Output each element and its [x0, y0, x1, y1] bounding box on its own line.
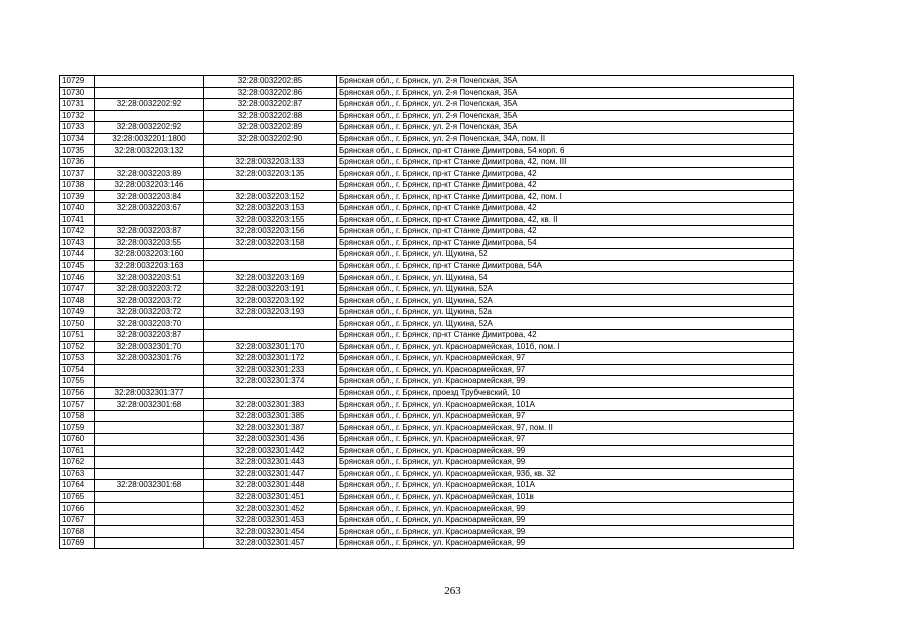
row-number-cell: 10753 — [60, 353, 95, 365]
row-number-cell: 10756 — [60, 387, 95, 399]
table-row — [60, 179, 794, 191]
cadastral-parcel-cell — [95, 491, 204, 503]
address-cell: Брянская обл., г. Брянск, ул. Красноармейская, 101б, пом. I — [337, 341, 794, 353]
row-number-cell: 10763 — [60, 468, 95, 480]
table-row — [60, 122, 794, 134]
cadastral-parcel-cell — [95, 364, 204, 376]
cadastral-parcel-cell — [95, 76, 204, 88]
row-number-cell: 10761 — [60, 445, 95, 457]
table-row — [60, 353, 794, 365]
address-cell: Брянская обл., г. Брянск, ул. Красноармейская, 99 — [337, 537, 794, 549]
cadastral-object-cell: 32:28:0032203:152 — [204, 191, 337, 203]
table-row — [60, 399, 794, 411]
cadastral-object-cell — [204, 249, 337, 261]
cadastral-parcel-cell — [95, 526, 204, 538]
cadastral-parcel-cell: 32:28:0032203:146 — [95, 179, 204, 191]
table-row — [60, 341, 794, 353]
cadastral-object-cell: 32:28:0032202:87 — [204, 99, 337, 111]
cadastral-parcel-cell: 32:28:0032203:89 — [95, 168, 204, 180]
row-number-cell: 10746 — [60, 272, 95, 284]
row-number-cell: 10757 — [60, 399, 95, 411]
table-row — [60, 480, 794, 492]
row-number-cell: 10740 — [60, 203, 95, 215]
cadastral-object-cell: 32:28:0032202:85 — [204, 76, 337, 88]
row-number-cell: 10731 — [60, 99, 95, 111]
cadastral-parcel-cell: 32:28:0032301:377 — [95, 387, 204, 399]
table-row — [60, 318, 794, 330]
table-row — [60, 364, 794, 376]
table-row — [60, 203, 794, 215]
cadastral-parcel-cell: 32:28:0032203:132 — [95, 145, 204, 157]
address-cell: Брянская обл., г. Брянск, пр-кт Станке Димитрова, 42 — [337, 226, 794, 238]
address-cell: Брянская обл., г. Брянск, ул. Красноармейская, 99 — [337, 376, 794, 388]
table-row — [60, 422, 794, 434]
table-row — [60, 514, 794, 526]
row-number-cell: 10741 — [60, 214, 95, 226]
cadastral-object-cell: 32:28:0032301:443 — [204, 457, 337, 469]
cadastral-object-cell: 32:28:0032301:451 — [204, 491, 337, 503]
cadastral-object-cell: 32:28:0032203:193 — [204, 306, 337, 318]
address-cell: Брянская обл., г. Брянск, ул. Красноармейская, 99 — [337, 503, 794, 515]
cadastral-parcel-cell: 32:28:0032203:51 — [95, 272, 204, 284]
table-row — [60, 272, 794, 284]
cadastral-parcel-cell — [95, 214, 204, 226]
cadastral-object-cell: 32:28:0032203:133 — [204, 156, 337, 168]
cadastral-parcel-cell — [95, 410, 204, 422]
address-cell: Брянская обл., г. Брянск, ул. 2-я Почепская, 34А, пом. II — [337, 133, 794, 145]
cadastral-parcel-cell — [95, 468, 204, 480]
cadastral-object-cell: 32:28:0032203:135 — [204, 168, 337, 180]
address-cell: Брянская обл., г. Брянск, ул. Красноармейская, 101А — [337, 399, 794, 411]
row-number-cell: 10759 — [60, 422, 95, 434]
address-cell: Брянская обл., г. Брянск, ул. Щукина, 54 — [337, 272, 794, 284]
address-cell: Брянская обл., г. Брянск, ул. Щукина, 52А — [337, 295, 794, 307]
address-cell: Брянская обл., г. Брянск, проезд Трубчевский, 10 — [337, 387, 794, 399]
address-cell: Брянская обл., г. Брянск, ул. 2-я Почепская, 35А — [337, 87, 794, 99]
address-cell: Брянская обл., г. Брянск, ул. Красноармейская, 97 — [337, 410, 794, 422]
address-cell: Брянская обл., г. Брянск, ул. 2-я Почепская, 35А — [337, 99, 794, 111]
row-number-cell: 10767 — [60, 514, 95, 526]
table-row — [60, 526, 794, 538]
cadastral-parcel-cell — [95, 537, 204, 549]
cadastral-parcel-cell — [95, 514, 204, 526]
address-cell: Брянская обл., г. Брянск, ул. 2-я Почепская, 35А — [337, 76, 794, 88]
cadastral-parcel-cell: 32:28:0032201:1800 — [95, 133, 204, 145]
cadastral-object-cell: 32:28:0032203:158 — [204, 237, 337, 249]
table-row — [60, 191, 794, 203]
row-number-cell: 10749 — [60, 306, 95, 318]
table-row — [60, 330, 794, 342]
table-row — [60, 433, 794, 445]
cadastral-parcel-cell: 32:28:0032203:72 — [95, 283, 204, 295]
cadastral-object-cell — [204, 387, 337, 399]
address-cell: Брянская обл., г. Брянск, ул. Красноармейская, 99 — [337, 445, 794, 457]
cadastral-parcel-cell — [95, 503, 204, 515]
row-number-cell: 10748 — [60, 295, 95, 307]
row-number-cell: 10729 — [60, 76, 95, 88]
cadastral-parcel-cell: 32:28:0032203:55 — [95, 237, 204, 249]
cadastral-parcel-cell: 32:28:0032301:70 — [95, 341, 204, 353]
cadastral-object-cell: 32:28:0032301:385 — [204, 410, 337, 422]
table-row — [60, 226, 794, 238]
cadastral-parcel-cell: 32:28:0032203:72 — [95, 295, 204, 307]
address-cell: Брянская обл., г. Брянск, ул. Красноармейская, 97, пом. II — [337, 422, 794, 434]
address-cell: Брянская обл., г. Брянск, ул. Красноармейская, 93б, кв. 32 — [337, 468, 794, 480]
cadastral-object-cell: 32:28:0032301:457 — [204, 537, 337, 549]
table-row — [60, 295, 794, 307]
table-row — [60, 168, 794, 180]
cadastral-parcel-cell — [95, 156, 204, 168]
table-row — [60, 145, 794, 157]
address-cell: Брянская обл., г. Брянск, ул. Красноармейская, 101А — [337, 480, 794, 492]
cadastral-object-cell: 32:28:0032301:454 — [204, 526, 337, 538]
cadastral-object-cell: 32:28:0032301:453 — [204, 514, 337, 526]
row-number-cell: 10769 — [60, 537, 95, 549]
address-cell: Брянская обл., г. Брянск, пр-кт Станке Димитрова, 42, пом. I — [337, 191, 794, 203]
cadastral-object-cell: 32:28:0032301:233 — [204, 364, 337, 376]
cadastral-parcel-cell: 32:28:0032202:92 — [95, 99, 204, 111]
address-cell: Брянская обл., г. Брянск, пр-кт Станке Димитрова, 42 — [337, 179, 794, 191]
cadastral-object-cell: 32:28:0032301:172 — [204, 353, 337, 365]
address-cell: Брянская обл., г. Брянск, ул. Красноармейская, 99 — [337, 514, 794, 526]
row-number-cell: 10734 — [60, 133, 95, 145]
cadastral-object-cell — [204, 179, 337, 191]
table-row — [60, 457, 794, 469]
row-number-cell: 10760 — [60, 433, 95, 445]
address-cell: Брянская обл., г. Брянск, пр-кт Станке Димитрова, 42, кв. II — [337, 214, 794, 226]
address-cell: Брянская обл., г. Брянск, ул. Щукина, 52а — [337, 306, 794, 318]
row-number-cell: 10743 — [60, 237, 95, 249]
address-cell: Брянская обл., г. Брянск, пр-кт Станке Димитрова, 54 — [337, 237, 794, 249]
cadastral-parcel-cell: 32:28:0032202:92 — [95, 122, 204, 134]
table-body — [60, 76, 794, 549]
row-number-cell: 10766 — [60, 503, 95, 515]
cadastral-parcel-cell: 32:28:0032203:70 — [95, 318, 204, 330]
cadastral-object-cell: 32:28:0032203:191 — [204, 283, 337, 295]
cadastral-object-cell: 32:28:0032203:153 — [204, 203, 337, 215]
cadastral-parcel-cell: 32:28:0032203:67 — [95, 203, 204, 215]
cadastral-parcel-cell: 32:28:0032301:76 — [95, 353, 204, 365]
table-row — [60, 387, 794, 399]
row-number-cell: 10735 — [60, 145, 95, 157]
row-number-cell: 10762 — [60, 457, 95, 469]
address-cell: Брянская обл., г. Брянск, пр-кт Станке Димитрова, 42 — [337, 203, 794, 215]
table-row — [60, 156, 794, 168]
cadastral-object-cell: 32:28:0032202:88 — [204, 110, 337, 122]
table-row — [60, 249, 794, 261]
address-cell: Брянская обл., г. Брянск, ул. Красноармейская, 97 — [337, 353, 794, 365]
cadastral-parcel-cell — [95, 87, 204, 99]
cadastral-object-cell — [204, 330, 337, 342]
cadastral-object-cell — [204, 145, 337, 157]
address-cell: Брянская обл., г. Брянск, ул. 2-я Почепская, 35А — [337, 110, 794, 122]
row-number-cell: 10732 — [60, 110, 95, 122]
table-row — [60, 260, 794, 272]
row-number-cell: 10765 — [60, 491, 95, 503]
table-row — [60, 99, 794, 111]
address-cell: Брянская обл., г. Брянск, ул. Красноармейская, 97 — [337, 433, 794, 445]
address-cell: Брянская обл., г. Брянск, ул. Красноармейская, 99 — [337, 526, 794, 538]
row-number-cell: 10768 — [60, 526, 95, 538]
row-number-cell: 10747 — [60, 283, 95, 295]
cadastral-object-cell: 32:28:0032301:374 — [204, 376, 337, 388]
cadastral-parcel-cell: 32:28:0032203:72 — [95, 306, 204, 318]
table-row — [60, 214, 794, 226]
row-number-cell: 10744 — [60, 249, 95, 261]
address-cell: Брянская обл., г. Брянск, ул. Щукина, 52 — [337, 249, 794, 261]
address-cell: Брянская обл., г. Брянск, пр-кт Станке Димитрова, 42 — [337, 330, 794, 342]
cadastral-parcel-cell — [95, 445, 204, 457]
cadastral-parcel-cell — [95, 433, 204, 445]
table-row — [60, 110, 794, 122]
cadastral-parcel-cell: 32:28:0032301:68 — [95, 399, 204, 411]
table-row — [60, 76, 794, 88]
cadastral-object-cell: 32:28:0032202:89 — [204, 122, 337, 134]
property-register-table — [59, 75, 794, 549]
row-number-cell: 10730 — [60, 87, 95, 99]
row-number-cell: 10764 — [60, 480, 95, 492]
row-number-cell: 10738 — [60, 179, 95, 191]
cadastral-parcel-cell — [95, 457, 204, 469]
cadastral-object-cell: 32:28:0032203:192 — [204, 295, 337, 307]
address-cell: Брянская обл., г. Брянск, пр-кт Станке Димитрова, 42 — [337, 168, 794, 180]
cadastral-parcel-cell: 32:28:0032301:68 — [95, 480, 204, 492]
address-cell: Брянская обл., г. Брянск, пр-кт Станке Димитрова, 42, пом. III — [337, 156, 794, 168]
cadastral-object-cell: 32:28:0032301:436 — [204, 433, 337, 445]
row-number-cell: 10750 — [60, 318, 95, 330]
cadastral-object-cell: 32:28:0032203:169 — [204, 272, 337, 284]
address-cell: Брянская обл., г. Брянск, ул. 2-я Почепская, 35А — [337, 122, 794, 134]
address-cell: Брянская обл., г. Брянск, пр-кт Станке Димитрова, 54 корп. 6 — [337, 145, 794, 157]
cadastral-object-cell — [204, 260, 337, 272]
cadastral-parcel-cell: 32:28:0032203:87 — [95, 226, 204, 238]
row-number-cell: 10754 — [60, 364, 95, 376]
table-row — [60, 445, 794, 457]
address-cell: Брянская обл., г. Брянск, ул. Щукина, 52А — [337, 283, 794, 295]
cadastral-parcel-cell: 32:28:0032203:87 — [95, 330, 204, 342]
row-number-cell: 10733 — [60, 122, 95, 134]
page-number: 263 — [444, 585, 461, 597]
row-number-cell: 10742 — [60, 226, 95, 238]
address-cell: Брянская обл., г. Брянск, ул. Красноармейская, 101в — [337, 491, 794, 503]
table-row — [60, 503, 794, 515]
cadastral-object-cell: 32:28:0032203:156 — [204, 226, 337, 238]
cadastral-object-cell: 32:28:0032301:170 — [204, 341, 337, 353]
table-row — [60, 306, 794, 318]
row-number-cell: 10755 — [60, 376, 95, 388]
table-row — [60, 410, 794, 422]
row-number-cell: 10737 — [60, 168, 95, 180]
table-row — [60, 87, 794, 99]
cadastral-parcel-cell — [95, 110, 204, 122]
row-number-cell: 10745 — [60, 260, 95, 272]
cadastral-object-cell: 32:28:0032202:90 — [204, 133, 337, 145]
cadastral-object-cell: 32:28:0032202:86 — [204, 87, 337, 99]
row-number-cell: 10752 — [60, 341, 95, 353]
table-row — [60, 237, 794, 249]
cadastral-object-cell: 32:28:0032301:447 — [204, 468, 337, 480]
table-row — [60, 468, 794, 480]
row-number-cell: 10736 — [60, 156, 95, 168]
row-number-cell: 10758 — [60, 410, 95, 422]
address-cell: Брянская обл., г. Брянск, ул. Красноармейская, 97 — [337, 364, 794, 376]
cadastral-object-cell: 32:28:0032301:383 — [204, 399, 337, 411]
cadastral-parcel-cell: 32:28:0032203:84 — [95, 191, 204, 203]
cadastral-parcel-cell: 32:28:0032203:160 — [95, 249, 204, 261]
table-row — [60, 491, 794, 503]
table-row — [60, 283, 794, 295]
cadastral-object-cell: 32:28:0032301:387 — [204, 422, 337, 434]
table-row — [60, 376, 794, 388]
table-row — [60, 537, 794, 549]
row-number-cell: 10751 — [60, 330, 95, 342]
row-number-cell: 10739 — [60, 191, 95, 203]
cadastral-parcel-cell: 32:28:0032203:163 — [95, 260, 204, 272]
cadastral-object-cell: 32:28:0032301:452 — [204, 503, 337, 515]
cadastral-object-cell: 32:28:0032301:442 — [204, 445, 337, 457]
cadastral-object-cell: 32:28:0032203:155 — [204, 214, 337, 226]
cadastral-object-cell: 32:28:0032301:448 — [204, 480, 337, 492]
cadastral-parcel-cell — [95, 376, 204, 388]
address-cell: Брянская обл., г. Брянск, пр-кт Станке Димитрова, 54А — [337, 260, 794, 272]
cadastral-object-cell — [204, 318, 337, 330]
address-cell: Брянская обл., г. Брянск, ул. Щукина, 52А — [337, 318, 794, 330]
address-cell: Брянская обл., г. Брянск, ул. Красноармейская, 99 — [337, 457, 794, 469]
table-row — [60, 133, 794, 145]
cadastral-parcel-cell — [95, 422, 204, 434]
